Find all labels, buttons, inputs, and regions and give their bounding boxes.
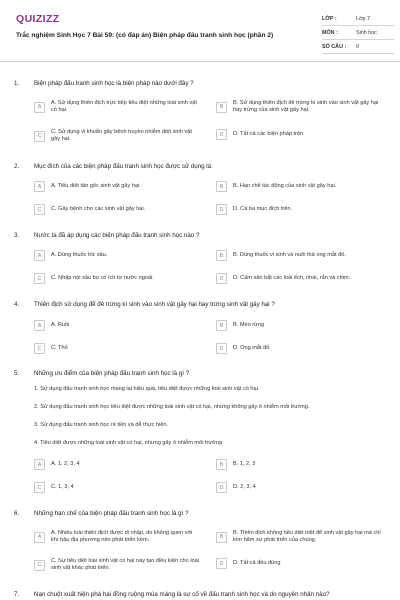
statement-4: 4. Tiêu diệt được những loài sinh vật có hại, nhưng gây ô nhiễm môi trường xyxy=(34,440,223,446)
option-d[interactable] xyxy=(216,204,383,215)
option-b[interactable] xyxy=(216,320,383,331)
question-number: 7. xyxy=(14,591,20,598)
option-letter-box: C xyxy=(34,482,45,493)
question-text: Những ưu điểm của biện pháp đấu tranh sinh học là gì ? xyxy=(34,370,190,377)
option-text: D. Cấm săn bắt các loài ếch, nhái, rắn và chim. xyxy=(233,274,351,281)
option-letter-box: B xyxy=(216,250,227,261)
option-text: A. Tiêu diệt tận gốc sinh vật gây hại. xyxy=(51,182,141,189)
option-d[interactable] xyxy=(216,558,383,569)
question-number: 6. xyxy=(14,510,20,517)
option-text: B. Dùng thuốc vi sinh và nuôi thả ong mắt đỏ. xyxy=(233,251,346,258)
option-text: C. Nhập nội sâu bọ có ích từ nước ngoài. xyxy=(51,274,154,281)
option-letter-box: D xyxy=(216,273,227,284)
option-text: A. Sử dụng thiên địch trực tiếp tiêu diệt những loài sinh vật có hại. xyxy=(51,100,197,114)
option-text: C. Sử dụng vi khuẩn gây bệnh truyền nhiễm diệt sinh vật gây hại. xyxy=(51,129,192,143)
option-d[interactable] xyxy=(216,273,383,284)
option-text: C. 1, 3, 4 xyxy=(51,483,74,490)
quizizz-logo: QUIZIZZ xyxy=(16,13,60,25)
meta-value: Lớp 7 xyxy=(356,15,371,22)
option-text: B. Thiên địch không tiêu diệt triệt để sinh vật gây hại mà chỉ kìm hãm sự phát triển của chúng. xyxy=(233,530,381,544)
option-text: C. Gây bệnh cho các sinh vật gây hại. xyxy=(51,205,146,212)
meta-value: 9 xyxy=(356,43,359,50)
option-letter-box: B xyxy=(216,102,227,113)
option-letter-box: C xyxy=(34,343,45,354)
option-c[interactable] xyxy=(34,558,201,572)
question-number: 2. xyxy=(14,163,20,170)
question-text: Nước ta đã áp dụng các biện pháp đấu tranh sinh học nào ? xyxy=(34,232,200,239)
option-text: D. Cả ba mục đích trên. xyxy=(233,205,293,212)
document-title: Trắc nghiệm Sinh Học 7 Bài 59: (có đáp án) Biện pháp đấu tranh sinh học (phần 2) xyxy=(16,32,274,39)
option-d[interactable] xyxy=(216,482,383,493)
option-text: D. Tất cả các biện pháp trên xyxy=(233,130,304,137)
statement-2: 2. Sử dụng đấu tranh sinh học tiêu diệt được những loài sinh vật có hại, nhưng không gây ô nhiễm môi trường. xyxy=(34,404,310,410)
meta-value: Sinh học xyxy=(356,29,377,36)
meta-key: SỐ CÂU : xyxy=(322,43,347,50)
option-text: C. Thỏ xyxy=(51,344,68,351)
meta-row-grade xyxy=(322,12,394,26)
question-number: 4. xyxy=(14,301,20,308)
option-c[interactable] xyxy=(34,204,201,215)
option-text: C. Sự tiêu diệt loài sinh vật có hại này tạo điều kiện cho loài sinh vật khác phát triển. xyxy=(51,558,200,572)
option-text: B. Mèo rừng xyxy=(233,321,265,328)
option-letter-box: D xyxy=(216,204,227,215)
option-c[interactable] xyxy=(34,343,201,354)
option-letter-box: C xyxy=(34,131,45,142)
option-b[interactable] xyxy=(216,459,383,470)
option-c[interactable] xyxy=(34,129,201,143)
meta-key: LỚP : xyxy=(322,15,337,22)
question-number: 5. xyxy=(14,370,20,377)
option-d[interactable] xyxy=(216,129,383,140)
document-header xyxy=(0,0,400,62)
option-letter-box: A xyxy=(34,532,45,543)
option-letter-box: C xyxy=(34,560,45,571)
option-text: B. Hạn chế tác động của sinh vật gây hại. xyxy=(233,182,337,189)
meta-row-count xyxy=(322,40,394,54)
option-letter-box: A xyxy=(34,181,45,192)
question-text: Mục đích của các biện pháp đấu tranh sinh học được sử dụng là: xyxy=(34,163,213,170)
meta-key: MÔN : xyxy=(322,29,338,36)
option-c[interactable] xyxy=(34,273,201,284)
meta-table xyxy=(322,12,394,54)
option-a[interactable] xyxy=(34,100,201,114)
option-b[interactable] xyxy=(216,100,383,114)
option-text: B. Sử dụng thiên địch đẻ trứng kí sinh vào sinh vật gây hại hay trứng của sinh vật gây hại. xyxy=(233,100,379,114)
option-text: B. 1, 2, 3 xyxy=(233,460,256,467)
option-text: A. Dùng thuốc trừ sâu. xyxy=(51,251,108,258)
option-d[interactable] xyxy=(216,343,383,354)
option-a[interactable] xyxy=(34,181,201,192)
question-number: 3. xyxy=(14,232,20,239)
option-letter-box: B xyxy=(216,459,227,470)
option-a[interactable] xyxy=(34,459,201,470)
statement-3: 3. Sử dụng đấu tranh sinh học rẻ tiền và dễ thực hiện. xyxy=(34,422,169,428)
question-text: Biện pháp đấu tranh sinh học là biện pháp nào dưới đây ? xyxy=(34,80,194,87)
option-a[interactable] xyxy=(34,250,201,261)
question-text: Nạn chuột xuất hiện phá hại đồng ruộng mùa màng là sự cố về đấu tranh sinh học và do nguyên nhân nào? xyxy=(34,591,330,598)
option-letter-box: B xyxy=(216,181,227,192)
option-b[interactable] xyxy=(216,181,383,192)
option-text: D. 2, 3, 4 xyxy=(233,483,256,490)
option-b[interactable] xyxy=(216,250,383,261)
question-number: 1. xyxy=(14,80,20,87)
option-letter-box: D xyxy=(216,558,227,569)
statement-1: 1. Sử dụng đấu tranh sinh học mang lại hiệu quả, tiêu diệt được những loài sinh vật có hại. xyxy=(34,386,260,392)
option-letter-box: A xyxy=(34,102,45,113)
option-letter-box: C xyxy=(34,204,45,215)
option-letter-box: D xyxy=(216,482,227,493)
option-letter-box: A xyxy=(34,250,45,261)
option-letter-box: C xyxy=(34,273,45,284)
question-text: Những hạn chế của biện pháp đấu tranh sinh học là gì ? xyxy=(34,510,189,517)
option-letter-box: A xyxy=(34,320,45,331)
option-c[interactable] xyxy=(34,482,201,493)
option-letter-box: B xyxy=(216,532,227,543)
option-a[interactable] xyxy=(34,530,201,544)
option-a[interactable] xyxy=(34,320,201,331)
option-text: A. Ruồi xyxy=(51,321,70,328)
option-text: A. Nhiều loài thiên địch được di nhập, do không quen với khí hậu địa phương nên phát triển kém. xyxy=(51,530,193,544)
meta-row-subject xyxy=(322,26,394,40)
option-b[interactable] xyxy=(216,530,383,544)
option-text: D. Tất cả đều đúng xyxy=(233,559,281,566)
option-text: D. Ong mắt đỏ xyxy=(233,344,270,351)
option-letter-box: A xyxy=(34,459,45,470)
option-letter-box: D xyxy=(216,129,227,140)
option-letter-box: B xyxy=(216,320,227,331)
option-letter-box: D xyxy=(216,343,227,354)
option-text: A. 1, 2, 3, 4 xyxy=(51,460,80,467)
question-text: Thiên địch sử dụng để đẻ trứng kí sinh vào sinh vật gây hại hay trứng sinh vật gây hại ? xyxy=(34,301,275,308)
